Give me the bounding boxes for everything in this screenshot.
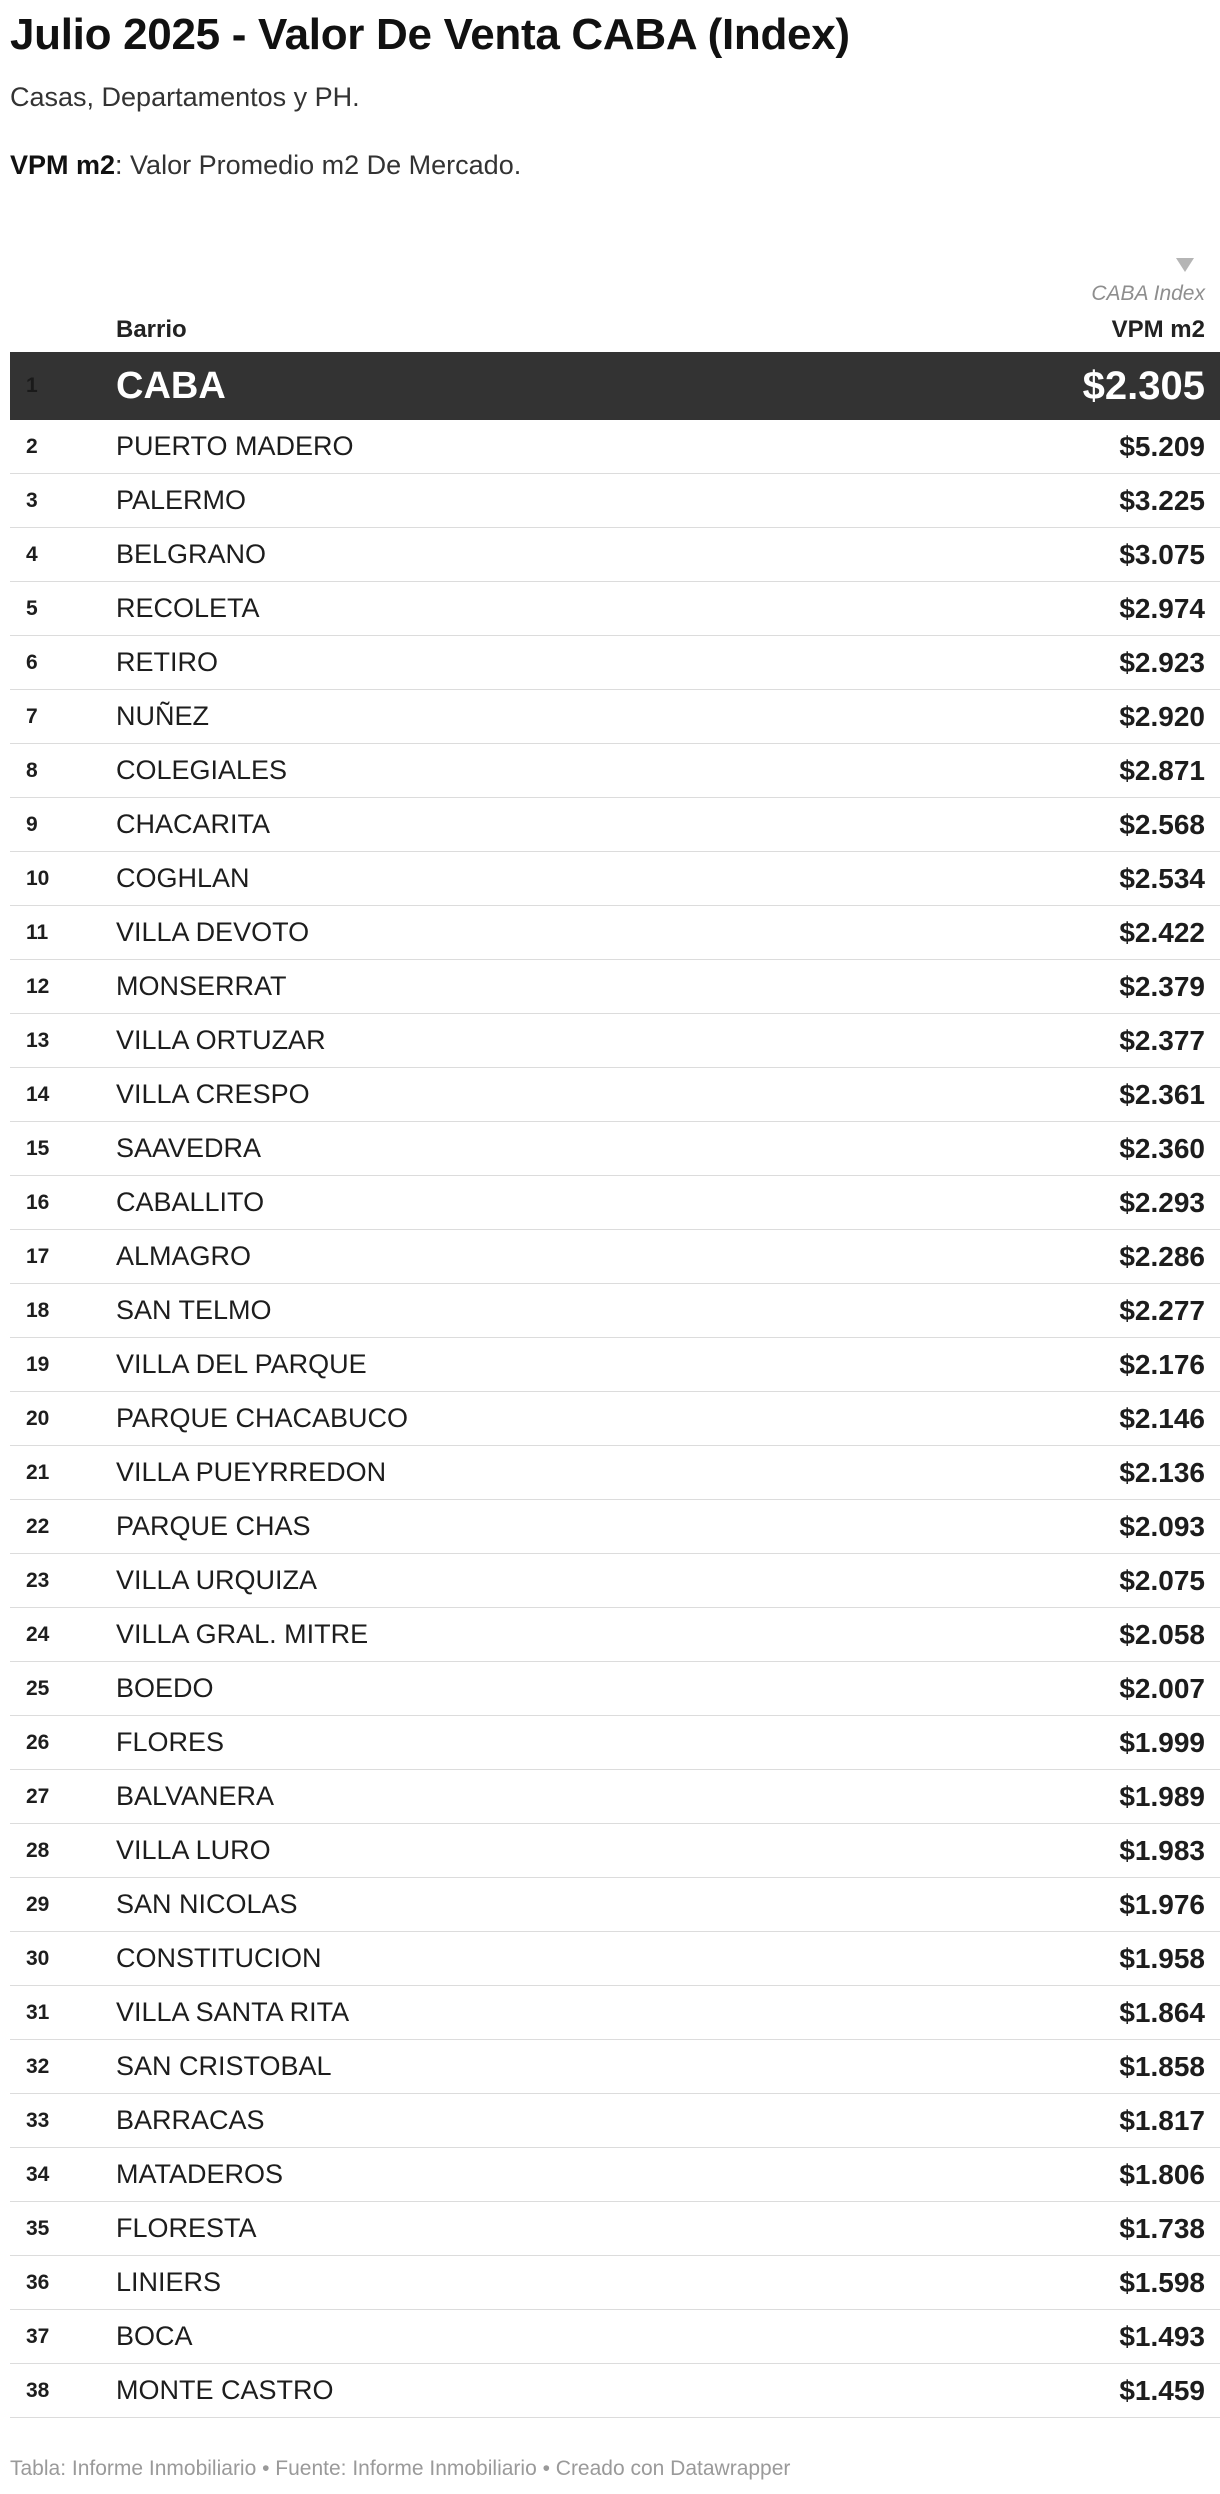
table-row <box>10 798 1220 852</box>
row-rank: 38 <box>26 2379 50 2402</box>
row-barrio: CONSTITUCION <box>116 1943 322 1973</box>
row-barrio: BALVANERA <box>116 1781 275 1811</box>
row-rank: 1 <box>26 374 38 397</box>
table-row <box>10 474 1220 528</box>
table-row <box>10 528 1220 582</box>
sort-descending-icon[interactable] <box>1176 258 1194 272</box>
table-row <box>10 1932 1220 1986</box>
row-barrio: BOCA <box>116 2321 193 2351</box>
table-row <box>10 852 1220 906</box>
row-vpm-value: $1.989 <box>1119 1781 1205 1812</box>
table-row <box>10 1068 1220 1122</box>
table-row <box>10 1986 1220 2040</box>
row-barrio: VILLA ORTUZAR <box>116 1025 326 1055</box>
row-barrio: MONSERRAT <box>116 971 287 1001</box>
row-rank: 34 <box>26 2163 50 2186</box>
row-rank: 10 <box>26 867 50 890</box>
row-vpm-value: $2.007 <box>1119 1673 1205 1704</box>
table-row <box>10 2202 1220 2256</box>
table-container <box>10 0 1220 2418</box>
row-barrio: MATADEROS <box>116 2159 284 2189</box>
row-vpm-value: $1.493 <box>1119 2321 1205 2352</box>
row-vpm-value: $2.377 <box>1119 1025 1205 1056</box>
row-barrio: SAAVEDRA <box>116 1133 262 1163</box>
row-vpm-value: $2.286 <box>1119 1241 1205 1272</box>
row-rank: 33 <box>26 2109 50 2132</box>
table-row <box>10 1338 1220 1392</box>
row-rank: 32 <box>26 2055 50 2078</box>
column-super-header: CABA Index <box>1091 282 1205 305</box>
table-row <box>10 2256 1220 2310</box>
row-rank: 7 <box>26 705 38 728</box>
row-barrio: BELGRANO <box>116 539 267 569</box>
row-vpm-value: $2.093 <box>1119 1511 1205 1542</box>
table-row <box>10 1770 1220 1824</box>
table-row <box>10 906 1220 960</box>
table-row <box>10 2094 1220 2148</box>
row-barrio: SAN NICOLAS <box>116 1889 298 1919</box>
row-rank: 23 <box>26 1569 50 1592</box>
row-rank: 17 <box>26 1245 50 1268</box>
row-rank: 29 <box>26 1893 50 1916</box>
table-row <box>10 1878 1220 1932</box>
table-row <box>10 420 1220 474</box>
row-rank: 19 <box>26 1353 50 1376</box>
row-barrio: VILLA SANTA RITA <box>116 1997 350 2027</box>
row-barrio: BOEDO <box>116 1673 214 1703</box>
row-barrio: VILLA GRAL. MITRE <box>116 1619 369 1649</box>
row-vpm-value: $2.920 <box>1119 701 1205 732</box>
row-rank: 4 <box>26 543 38 566</box>
row-vpm-value: $1.858 <box>1119 2051 1205 2082</box>
row-vpm-value: $2.176 <box>1119 1349 1205 1380</box>
table-row <box>10 1500 1220 1554</box>
row-rank: 24 <box>26 1623 50 1646</box>
row-vpm-value: $1.864 <box>1119 1997 1205 2028</box>
row-rank: 11 <box>26 921 49 944</box>
row-barrio: PARQUE CHAS <box>116 1511 311 1541</box>
row-vpm-value: $1.459 <box>1119 2375 1205 2406</box>
page-title: Julio 2025 - Valor De Venta CABA (Index) <box>10 10 850 59</box>
row-rank: 28 <box>26 1839 50 1862</box>
row-barrio: FLORESTA <box>116 2213 257 2243</box>
row-barrio: COLEGIALES <box>116 755 288 785</box>
row-vpm-value: $2.422 <box>1119 917 1205 948</box>
row-rank: 27 <box>26 1785 50 1808</box>
row-barrio: MONTE CASTRO <box>116 2375 334 2405</box>
row-rank: 18 <box>26 1299 50 1322</box>
row-vpm-value: $2.871 <box>1119 755 1205 786</box>
row-rank: 37 <box>26 2325 50 2348</box>
row-barrio: VILLA CRESPO <box>116 1079 310 1109</box>
row-vpm-value: $2.361 <box>1119 1079 1205 1110</box>
table-row <box>10 1176 1220 1230</box>
table-row <box>10 1122 1220 1176</box>
table-row <box>10 1608 1220 1662</box>
row-barrio: CABALLITO <box>116 1187 265 1217</box>
row-vpm-value: $5.209 <box>1119 431 1205 462</box>
row-barrio: VILLA URQUIZA <box>116 1565 318 1595</box>
row-vpm-value: $1.817 <box>1119 2105 1205 2136</box>
row-barrio: PUERTO MADERO <box>116 431 354 461</box>
row-rank: 22 <box>26 1515 50 1538</box>
table-row <box>10 690 1220 744</box>
row-barrio: BARRACAS <box>116 2105 265 2135</box>
row-vpm-value: $2.360 <box>1119 1133 1205 1164</box>
row-rank: 31 <box>26 2001 50 2024</box>
column-header-barrio[interactable]: Barrio <box>116 316 187 343</box>
row-barrio: CABA <box>116 365 226 407</box>
row-vpm-value: $2.293 <box>1119 1187 1205 1218</box>
row-vpm-value: $2.974 <box>1119 593 1205 624</box>
row-barrio: VILLA DEVOTO <box>116 917 310 947</box>
row-barrio: RETIRO <box>116 647 219 677</box>
table-row <box>10 2364 1220 2418</box>
row-rank: 25 <box>26 1677 50 1700</box>
row-vpm-value: $1.958 <box>1119 1943 1205 1974</box>
table-row <box>10 1824 1220 1878</box>
table-row <box>10 2148 1220 2202</box>
table-row <box>10 582 1220 636</box>
row-barrio: PARQUE CHACABUCO <box>116 1403 409 1433</box>
table-row <box>10 2040 1220 2094</box>
row-vpm-value: $3.075 <box>1119 539 1205 570</box>
row-rank: 15 <box>26 1137 50 1160</box>
table-row <box>10 960 1220 1014</box>
row-rank: 26 <box>26 1731 50 1754</box>
row-barrio: CHACARITA <box>116 809 271 839</box>
row-vpm-value: $2.534 <box>1119 863 1205 894</box>
table-row-highlight <box>10 352 1220 420</box>
description <box>10 150 1220 180</box>
row-vpm-value: $2.568 <box>1119 809 1205 840</box>
row-vpm-value: $2.058 <box>1119 1619 1205 1650</box>
row-vpm-value: $1.806 <box>1119 2159 1205 2190</box>
row-barrio: RECOLETA <box>116 593 260 623</box>
row-vpm-value: $1.598 <box>1119 2267 1205 2298</box>
row-vpm-value: $2.379 <box>1119 971 1205 1002</box>
row-rank: 30 <box>26 1947 50 1970</box>
row-barrio: SAN TELMO <box>116 1295 272 1325</box>
description-text: : Valor Promedio m2 De Mercado. <box>115 150 522 180</box>
description-term: VPM m2 <box>10 150 116 180</box>
row-rank: 5 <box>26 597 38 620</box>
table-header <box>10 252 1220 352</box>
row-vpm-value: $2.277 <box>1119 1295 1205 1326</box>
table-row <box>10 1446 1220 1500</box>
row-rank: 16 <box>26 1191 50 1214</box>
row-rank: 36 <box>26 2271 50 2294</box>
row-vpm-value: $1.738 <box>1119 2213 1205 2244</box>
row-barrio: ALMAGRO <box>116 1241 252 1271</box>
row-vpm-value: $1.976 <box>1119 1889 1205 1920</box>
row-barrio: PALERMO <box>116 485 247 515</box>
column-header-vpm[interactable]: VPM m2 <box>1111 316 1205 343</box>
row-rank: 12 <box>26 975 50 998</box>
row-rank: 35 <box>26 2217 50 2240</box>
table-row <box>10 1716 1220 1770</box>
row-barrio: NUÑEZ <box>116 701 209 731</box>
table-body <box>10 352 1220 2418</box>
row-barrio: LINIERS <box>116 2267 222 2297</box>
table-row <box>10 636 1220 690</box>
row-barrio: SAN CRISTOBAL <box>116 2051 332 2081</box>
row-barrio: VILLA LURO <box>116 1835 271 1865</box>
table-row <box>10 1230 1220 1284</box>
table-row <box>10 1392 1220 1446</box>
table-row <box>10 2310 1220 2364</box>
row-rank: 14 <box>26 1083 50 1106</box>
row-vpm-value: $2.075 <box>1119 1565 1205 1596</box>
row-vpm-value: $2.305 <box>1082 364 1205 408</box>
source-footer: Tabla: Informe Inmobiliario • Fuente: Informe Inmobiliario • Creado con Datawrapper <box>10 2457 791 2480</box>
row-rank: 3 <box>26 489 38 512</box>
row-barrio: VILLA DEL PARQUE <box>116 1349 367 1379</box>
table-row <box>10 1662 1220 1716</box>
row-rank: 20 <box>26 1407 50 1430</box>
table-row <box>10 1554 1220 1608</box>
row-vpm-value: $2.136 <box>1119 1457 1205 1488</box>
row-rank: 9 <box>26 813 38 836</box>
row-vpm-value: $2.146 <box>1119 1403 1205 1434</box>
table-row <box>10 744 1220 798</box>
table-row <box>10 1284 1220 1338</box>
page-subtitle: Casas, Departamentos y PH. <box>10 82 360 112</box>
row-rank: 13 <box>26 1029 50 1052</box>
row-vpm-value: $3.225 <box>1119 485 1205 516</box>
row-vpm-value: $2.923 <box>1119 647 1205 678</box>
row-rank: 6 <box>26 651 38 674</box>
row-vpm-value: $1.999 <box>1119 1727 1205 1758</box>
row-rank: 21 <box>26 1461 50 1484</box>
row-barrio: FLORES <box>116 1727 225 1757</box>
row-vpm-value: $1.983 <box>1119 1835 1205 1866</box>
row-rank: 2 <box>26 435 38 458</box>
row-rank: 8 <box>26 759 38 782</box>
row-barrio: VILLA PUEYRREDON <box>116 1457 387 1487</box>
row-barrio: COGHLAN <box>116 863 250 893</box>
table-row <box>10 1014 1220 1068</box>
